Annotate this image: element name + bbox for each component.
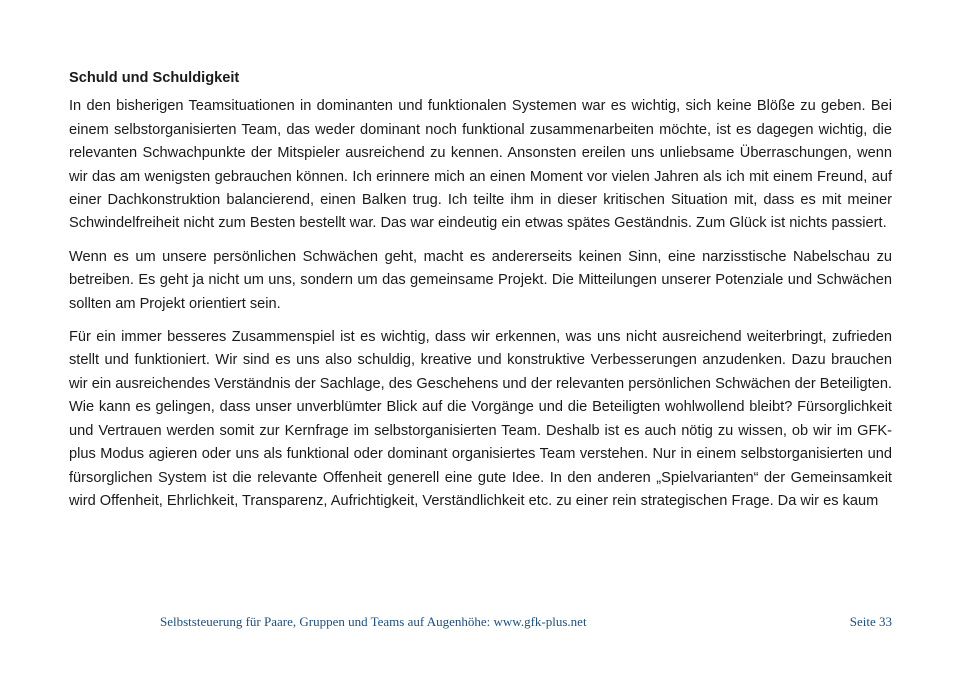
page-footer <box>160 614 892 630</box>
paragraph-3: Für ein immer besseres Zusammenspiel ist es wichtig, dass wir erkennen, was uns nicht ausreichend weiterbringt, zufrieden stellt und funktioniert. Wir sind es uns also schuldig, kreative und konstruktive Verbesserungen anzudenken. Dazu brauchen wir ein ausreichendes Verständnis der Sachlage, des Geschehens und der relevanten persönlichen Schwächen der Beteiligten. Wie kann es gelingen, dass unser unverblümter Blick auf die Vorgänge und die Beteiligten wohlwollend bleibt? Fürsorglichkeit und Vertrauen werden somit zur Kernfrage im selbstorganisierten Team. Deshalb ist es auch nötig zu wissen, ob wir im GFK-plus Modus agieren oder uns als funktional oder dominant organisiertes Team verstehen. Nur in einem selbstorganisierten und fürsorglichen System ist die relevante Offenheit generell eine gute Idee. In den anderen „Spielvarianten“ der Gemeinsamkeit wird Offenheit, Ehrlichkeit, Transparenz, Aufrichtigkeit, Verständlichkeit etc. zu einer rein strategischen Frage. Da wir es kaum <box>69 329 892 509</box>
footer-title: Selbststeuerung für Paare, Gruppen und Teams auf Augenhöhe: www.gfk-plus.net <box>160 614 587 629</box>
paragraph-2: Wenn es um unsere persönlichen Schwächen geht, macht es andererseits keinen Sinn, eine narzisstische Nabelschau zu betreiben. Es geht ja nicht um uns, sondern um das gemeinsame Projekt. Die Mitteilungen unserer Potenziale und Schwächen sollten am Projekt orientiert sein. <box>69 248 892 312</box>
page-content <box>69 67 892 523</box>
page-number: Seite 33 <box>849 614 892 629</box>
paragraph-1: In den bisherigen Teamsituationen in dominanten und funktionalen Systemen war es wichtig, sich keine Blöße zu geben. Bei einem selbstorganisierten Team, das weder dominant noch funktional zusammenarbeiten möchte, ist es dagegen wichtig, die relevanten Schwachpunkte der Mitspieler ausreichend zu kennen. Ansonsten ereilen uns unliebsame Überraschungen, wenn wir das am wenigsten gebrauchen können. Ich erinnere mich an einen Moment vor vielen Jahren als ich mit einem Freund, auf einer Dachkonstruktion balancierend, einen Balken trug. Ich teilte ihm in dieser kritischen Situation mit, dass es mit meiner Schwindelfreiheit nicht zum Besten bestellt war. Das war eindeutig ein etwas spätes Geständnis. Zum Glück ist nichts passiert. <box>69 98 892 232</box>
section-heading: Schuld und Schuldigkeit <box>69 70 240 86</box>
